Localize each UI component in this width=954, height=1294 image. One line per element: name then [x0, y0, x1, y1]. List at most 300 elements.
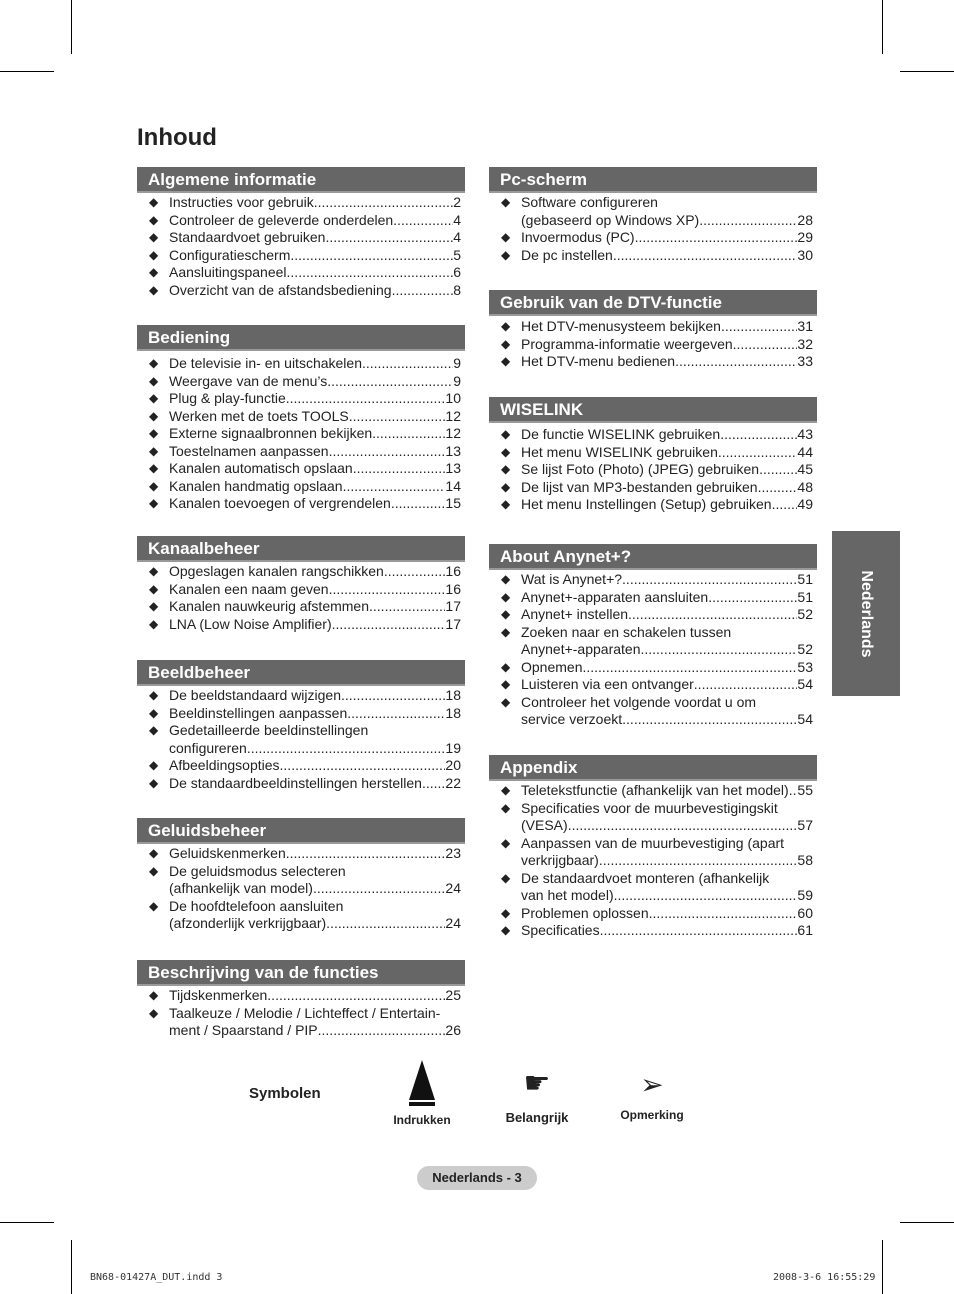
toc-entry: [489, 887, 817, 905]
dot-leader: [708, 589, 797, 607]
toc-entry: [137, 880, 465, 898]
diamond-bullet-icon: ◆: [501, 195, 511, 209]
toc-entry-page: 48: [797, 478, 813, 495]
toc-entry: [137, 229, 465, 247]
diamond-bullet-icon: ◆: [149, 478, 159, 493]
toc-entry-page: 52: [797, 641, 813, 657]
toc-entry: [137, 581, 465, 599]
dot-leader: [599, 852, 798, 870]
toc-entry-page: 18: [445, 687, 461, 703]
toc-entry-page: 58: [797, 852, 813, 868]
diamond-bullet-icon: ◆: [501, 783, 511, 797]
toc-entry-page: 51: [797, 571, 813, 587]
dot-leader: [362, 355, 453, 373]
diamond-bullet-icon: ◆: [149, 775, 159, 790]
dot-leader: [318, 1022, 446, 1040]
toc-entry-page: 13: [445, 460, 461, 476]
diamond-bullet-icon: ◆: [149, 599, 159, 613]
toc-entry-label: Aanpassen van de muurbevestiging (apart: [521, 834, 785, 851]
toc-entry-page: 8: [453, 281, 461, 298]
dot-leader: [280, 757, 446, 775]
toc-entry-label: Kanalen nauwkeurig afstemmen: [169, 598, 370, 614]
toc-entry: [489, 676, 817, 694]
toc-entry-label: LNA (Low Noise Amplifier): [169, 615, 332, 632]
toc-entry: [489, 229, 817, 247]
toc-entry: [137, 408, 465, 426]
toc-entry-label: Kanalen automatisch opslaan: [169, 460, 353, 476]
toc-entry-page: 17: [445, 598, 461, 614]
toc-entry-label: Invoermodus (PC): [521, 229, 635, 245]
toc-entry-label: (afzonderlijk verkrijgbaar): [169, 915, 327, 931]
section-heading: Appendix: [489, 755, 817, 781]
toc-entry-page: 16: [445, 563, 461, 579]
toc-entry-label: De geluidsmodus selecteren: [169, 862, 346, 879]
toc-entry: [137, 194, 465, 212]
diamond-bullet-icon: ◆: [501, 336, 511, 351]
toc-entry: [489, 479, 817, 497]
press-icon: [408, 1060, 436, 1108]
imprint-date: 2008-3-6 16:55:29: [773, 1272, 876, 1283]
dot-leader: [635, 229, 798, 247]
toc-entry-page: 17: [445, 615, 461, 632]
diamond-bullet-icon: ◆: [501, 230, 511, 244]
dot-leader: [628, 606, 797, 624]
diamond-bullet-icon: ◆: [149, 846, 159, 860]
dot-leader: [758, 479, 798, 497]
section-beschrijving-functies: [137, 960, 465, 1040]
diamond-bullet-icon: ◆: [501, 479, 511, 494]
diamond-bullet-icon: ◆: [149, 1005, 159, 1020]
toc-entry: [137, 898, 465, 916]
toc-entry-label: Anynet+-apparaten: [521, 641, 641, 657]
toc-entry-page: 60: [797, 904, 813, 921]
section-about-anynet: [489, 544, 817, 729]
toc-list: [137, 563, 465, 633]
toc-entry: [489, 247, 817, 265]
section-heading: Beeldbeheer: [137, 660, 465, 686]
dot-leader: [286, 390, 446, 408]
toc-entry-label: Standaardvoet gebruiken: [169, 229, 326, 245]
section-kanaalbeheer: [137, 536, 465, 633]
toc-entry: [137, 863, 465, 881]
toc-entry-page: 10: [445, 390, 461, 406]
toc-entry: [489, 496, 817, 514]
symbol-press: [390, 1060, 454, 1127]
toc-entry: [489, 641, 817, 659]
dot-leader: [789, 782, 798, 800]
toc-entry-page: 33: [797, 353, 813, 369]
toc-entry-page: 20: [445, 757, 461, 773]
toc-entry-page: 30: [797, 246, 813, 263]
toc-entry-page: 9: [453, 372, 461, 389]
toc-entry-label: Se lijst Foto (Photo) (JPEG) gebruiken: [521, 461, 760, 477]
toc-list: [489, 782, 817, 940]
dot-leader: [720, 426, 797, 444]
toc-entry-label: Kanalen handmatig opslaan: [169, 477, 343, 494]
diamond-bullet-icon: ◆: [501, 923, 511, 937]
toc-list: [489, 318, 817, 371]
toc-entry-page: 61: [797, 922, 813, 938]
toc-entry-page: 55: [797, 782, 813, 798]
toc-entry-label: Kanalen een naam geven: [169, 580, 329, 597]
toc-entry: [137, 373, 465, 391]
toc-entry-page: 29: [797, 229, 813, 245]
toc-entry-label: Specificaties voor de muurbevestigingskit: [521, 799, 778, 816]
toc-entry-label: Het menu Instellingen (Setup) gebruiken: [521, 496, 772, 512]
dot-leader: [329, 581, 446, 599]
page-title: Inhoud: [137, 124, 217, 151]
diamond-bullet-icon: ◆: [501, 497, 511, 511]
toc-entry: [489, 922, 817, 940]
toc-entry-page: 49: [797, 496, 813, 512]
dot-leader: [582, 659, 797, 677]
diamond-bullet-icon: ◆: [149, 408, 159, 423]
dot-leader: [343, 478, 446, 496]
toc-entry-label: Toestelnamen aanpassen: [169, 442, 329, 459]
diamond-bullet-icon: ◆: [149, 373, 159, 388]
toc-entry: [489, 870, 817, 888]
toc-list: [489, 571, 817, 729]
section-heading: Bediening: [137, 325, 465, 351]
toc-list: [137, 987, 465, 1040]
toc-entry: [489, 659, 817, 677]
toc-entry-page: 14: [445, 477, 461, 494]
toc-entry-page: 18: [445, 704, 461, 721]
diamond-bullet-icon: ◆: [149, 265, 159, 279]
toc-entry-label: Instructies voor gebruik: [169, 194, 314, 210]
toc-entry: [489, 782, 817, 800]
toc-entry-label: Het DTV-menusysteem bekijken: [521, 318, 721, 334]
symbol-important: [497, 1066, 577, 1125]
dot-leader: [267, 987, 445, 1005]
toc-list: [489, 194, 817, 264]
toc-entry-page: 12: [445, 407, 461, 424]
toc-entry-label: De televisie in- en uitschakelen: [169, 355, 362, 371]
section-heading: Geluidsbeheer: [137, 818, 465, 844]
toc-entry-label: Tijdskenmerken: [169, 987, 268, 1003]
toc-entry: [137, 282, 465, 300]
toc-entry-label: Opgeslagen kanalen rangschikken: [169, 563, 384, 579]
dot-leader: [393, 212, 453, 230]
toc-entry: [137, 212, 465, 230]
toc-entry-label: Controleer de geleverde onderdelen: [169, 211, 394, 228]
toc-entry-page: 4: [453, 229, 461, 245]
crop-mark: [882, 1240, 883, 1294]
crop-mark: [71, 0, 72, 54]
toc-entry-label: Luisteren via een ontvanger: [521, 676, 694, 692]
section-heading: Gebruik van de DTV-functie: [489, 290, 817, 316]
section-algemene-informatie: [137, 167, 465, 299]
section-wiselink: [489, 397, 817, 514]
symbol-note-caption: Opmerking: [620, 1108, 684, 1122]
toc-entry-label: Opnemen: [521, 658, 583, 675]
diamond-bullet-icon: ◆: [501, 319, 511, 333]
toc-entry-page: 43: [797, 426, 813, 442]
toc-entry-label: Zoeken naar en schakelen tussen: [521, 623, 732, 640]
toc-entry: [137, 495, 465, 513]
dot-leader: [287, 264, 454, 282]
toc-entry: [137, 757, 465, 775]
imprint-file: BN68-01427A_DUT.indd 3: [90, 1272, 223, 1283]
diamond-bullet-icon: ◆: [149, 616, 159, 631]
crop-mark: [882, 0, 883, 54]
dot-leader: [247, 740, 446, 758]
toc-entry-page: 6: [453, 264, 461, 280]
toc-entry-label: De standaardvoet monteren (afhankelijk: [521, 869, 770, 886]
symbol-important-caption: Belangrijk: [505, 1110, 569, 1125]
dot-leader: [759, 461, 797, 479]
toc-entry: [137, 443, 465, 461]
diamond-bullet-icon: ◆: [149, 988, 159, 1002]
toc-entry-page: 23: [445, 845, 461, 861]
toc-entry: [137, 687, 465, 705]
diamond-bullet-icon: ◆: [149, 688, 159, 702]
toc-entry-page: 5: [453, 246, 461, 263]
dot-leader: [649, 905, 798, 923]
dot-leader: [392, 282, 454, 300]
diamond-bullet-icon: ◆: [149, 461, 159, 475]
toc-entry-label: Afbeeldingsopties: [169, 757, 280, 773]
toc-entry-label: Anynet+ instellen: [521, 606, 629, 622]
toc-entry-label: Problemen oplossen: [521, 904, 649, 921]
toc-list: [137, 194, 465, 299]
toc-entry-label: Specificaties: [521, 922, 600, 938]
dot-leader: [600, 922, 798, 940]
diamond-bullet-icon: ◆: [149, 443, 159, 458]
toc-entry: [489, 800, 817, 818]
toc-entry: [137, 390, 465, 408]
toc-entry: [489, 589, 817, 607]
toc-entry-page: 24: [445, 915, 461, 931]
language-side-tab: [832, 531, 900, 696]
toc-entry-label: Werken met de toets TOOLS: [169, 407, 349, 424]
diamond-bullet-icon: ◆: [501, 607, 511, 621]
toc-entry-label: (VESA): [521, 817, 568, 833]
dot-leader: [622, 711, 797, 729]
dot-leader: [314, 194, 453, 212]
toc-list: [137, 845, 465, 933]
dot-leader: [327, 373, 453, 391]
side-tab-label: Nederlands: [858, 569, 875, 658]
dot-leader: [694, 676, 798, 694]
toc-entry-label: De standaardbeeldinstellingen herstellen: [169, 774, 422, 791]
diamond-bullet-icon: ◆: [149, 247, 159, 262]
dot-leader: [721, 318, 797, 336]
toc-entry-label: Gedetailleerde beeldinstellingen: [169, 722, 369, 738]
dot-leader: [699, 212, 797, 230]
toc-entry: [137, 705, 465, 723]
section-bediening: [137, 325, 465, 513]
diamond-bullet-icon: ◆: [501, 247, 511, 262]
diamond-bullet-icon: ◆: [149, 564, 159, 578]
toc-entry-label: Teletekstfunctie (afhankelijk van het model): [521, 782, 789, 798]
toc-entry-label: De lijst van MP3-bestanden gebruiken: [521, 478, 758, 495]
toc-entry-page: 28: [797, 211, 813, 228]
crop-mark: [900, 1222, 954, 1223]
dot-leader: [369, 598, 445, 616]
diamond-bullet-icon: ◆: [149, 282, 159, 297]
crop-mark: [71, 1240, 72, 1294]
section-pc-scherm: [489, 167, 817, 264]
toc-entry: [137, 1005, 465, 1023]
toc-entry-label: service verzoekt: [521, 711, 623, 727]
diamond-bullet-icon: ◆: [149, 496, 159, 510]
toc-entry: [137, 355, 465, 373]
toc-entry-page: 52: [797, 606, 813, 622]
pointing-hand-icon: ☛: [523, 1067, 551, 1100]
diamond-bullet-icon: ◆: [501, 659, 511, 674]
toc-entry: [137, 915, 465, 933]
toc-entry-page: 57: [797, 817, 813, 833]
toc-list: [489, 426, 817, 514]
diamond-bullet-icon: ◆: [501, 677, 511, 691]
section-heading: Kanaalbeheer: [137, 536, 465, 562]
diamond-bullet-icon: ◆: [149, 391, 159, 405]
crop-mark: [900, 71, 954, 72]
toc-entry: [137, 425, 465, 443]
diamond-bullet-icon: ◆: [149, 212, 159, 227]
toc-entry-label: Software configureren: [521, 194, 658, 210]
toc-entry-page: 59: [797, 887, 813, 903]
symbol-note: [614, 1068, 690, 1122]
dot-leader: [568, 817, 798, 835]
diamond-bullet-icon: ◆: [149, 426, 159, 440]
dot-leader: [391, 495, 446, 513]
toc-entry: [489, 444, 817, 462]
toc-entry-label: Configuratiescherm: [169, 246, 291, 263]
diamond-bullet-icon: ◆: [501, 624, 511, 639]
toc-entry: [137, 845, 465, 863]
dot-leader: [422, 775, 445, 793]
diamond-bullet-icon: ◆: [149, 705, 159, 720]
toc-entry: [137, 598, 465, 616]
section-heading: Beschrijving van de functies: [137, 960, 465, 986]
dot-leader: [614, 887, 798, 905]
crop-mark: [0, 71, 54, 72]
toc-entry-label: (gebaseerd op Windows XP): [521, 211, 700, 228]
toc-entry-page: 19: [445, 739, 461, 756]
diamond-bullet-icon: ◆: [149, 758, 159, 772]
dot-leader: [341, 687, 445, 705]
diamond-bullet-icon: ◆: [501, 444, 511, 459]
toc-entry-page: 24: [445, 880, 461, 896]
diamond-bullet-icon: ◆: [149, 195, 159, 209]
toc-entry-label: Kanalen toevoegen of vergrendelen: [169, 495, 391, 511]
diamond-bullet-icon: ◆: [149, 356, 159, 370]
toc-entry-page: 45: [797, 461, 813, 477]
page-number-badge: Nederlands - 3: [417, 1166, 537, 1190]
toc-entry-label: Anynet+-apparaten aansluiten: [521, 588, 709, 605]
toc-entry-page: 51: [797, 588, 813, 605]
toc-entry: [489, 461, 817, 479]
crop-mark: [0, 1222, 54, 1223]
toc-entry-label: Overzicht van de afstandsbediening: [169, 281, 392, 298]
diamond-bullet-icon: ◆: [501, 354, 511, 368]
toc-entry: [489, 212, 817, 230]
toc-entry-page: 32: [797, 335, 813, 352]
dot-leader: [675, 353, 797, 371]
diamond-bullet-icon: ◆: [149, 723, 159, 737]
toc-list: [137, 355, 465, 513]
toc-entry-page: 13: [445, 442, 461, 459]
symbol-press-caption: Indrukken: [393, 1113, 451, 1127]
diamond-bullet-icon: ◆: [501, 870, 511, 885]
toc-entry: [137, 987, 465, 1005]
toc-entry-label: De pc instellen: [521, 246, 613, 263]
dot-leader: [384, 563, 446, 581]
dot-leader: [290, 247, 453, 265]
toc-entry-page: 54: [797, 676, 813, 692]
diamond-bullet-icon: ◆: [501, 462, 511, 476]
toc-entry: [137, 775, 465, 793]
toc-entry-page: 31: [797, 318, 813, 334]
toc-entry: [489, 711, 817, 729]
toc-entry: [137, 563, 465, 581]
toc-entry: [489, 571, 817, 589]
diamond-bullet-icon: ◆: [501, 572, 511, 586]
toc-entry-label: Taalkeuze / Melodie / Lichteffect / Entertain-: [169, 1004, 441, 1021]
diamond-bullet-icon: ◆: [501, 589, 511, 604]
toc-entry: [137, 722, 465, 740]
toc-entry: [489, 835, 817, 853]
toc-entry: [137, 1022, 465, 1040]
toc-entry-page: 25: [445, 987, 461, 1003]
toc-entry-page: 9: [453, 355, 461, 371]
toc-entry-page: 44: [797, 443, 813, 460]
symbols-label: Symbolen: [249, 1085, 321, 1102]
toc-entry-label: (afhankelijk van model): [169, 880, 313, 896]
diamond-bullet-icon: ◆: [149, 863, 159, 878]
dot-leader: [353, 460, 446, 478]
toc-entry-label: Programma-informatie weergeven: [521, 335, 733, 352]
toc-entry-label: ment / Spaarstand / PIP: [169, 1022, 318, 1038]
toc-entry-label: Weergave van de menu’s: [169, 372, 328, 389]
section-dtv-functie: [489, 290, 817, 371]
toc-entry-label: verkrijgbaar): [521, 852, 599, 868]
toc-entry: [489, 336, 817, 354]
toc-entry: [137, 264, 465, 282]
toc-entry: [489, 694, 817, 712]
diamond-bullet-icon: ◆: [501, 694, 511, 709]
toc-entry-label: De hoofdtelefoon aansluiten: [169, 897, 344, 914]
diamond-bullet-icon: ◆: [501, 427, 511, 441]
toc-entry: [489, 624, 817, 642]
dot-leader: [325, 229, 453, 247]
toc-entry: [489, 817, 817, 835]
toc-list: [137, 687, 465, 792]
arrowhead-icon: ➢: [640, 1069, 664, 1100]
toc-entry-page: 2: [453, 194, 461, 210]
toc-entry-page: 4: [453, 211, 461, 228]
dot-leader: [733, 336, 798, 354]
section-heading: Algemene informatie: [137, 167, 465, 193]
toc-entry-label: Geluidskenmerken: [169, 845, 286, 861]
dot-leader: [349, 408, 446, 426]
diamond-bullet-icon: ◆: [501, 905, 511, 920]
toc-entry: [489, 426, 817, 444]
toc-entry: [137, 478, 465, 496]
dot-leader: [640, 641, 797, 659]
dot-leader: [286, 845, 446, 863]
toc-entry-page: 16: [445, 580, 461, 597]
section-heading: Pc-scherm: [489, 167, 817, 193]
toc-entry-label: Het DTV-menu bedienen: [521, 353, 676, 369]
diamond-bullet-icon: ◆: [501, 835, 511, 850]
dot-leader: [613, 247, 798, 265]
dot-leader: [347, 705, 445, 723]
toc-entry-label: Controleer het volgende voordat u om: [521, 693, 757, 710]
toc-entry-label: Beeldinstellingen aanpassen: [169, 704, 348, 721]
